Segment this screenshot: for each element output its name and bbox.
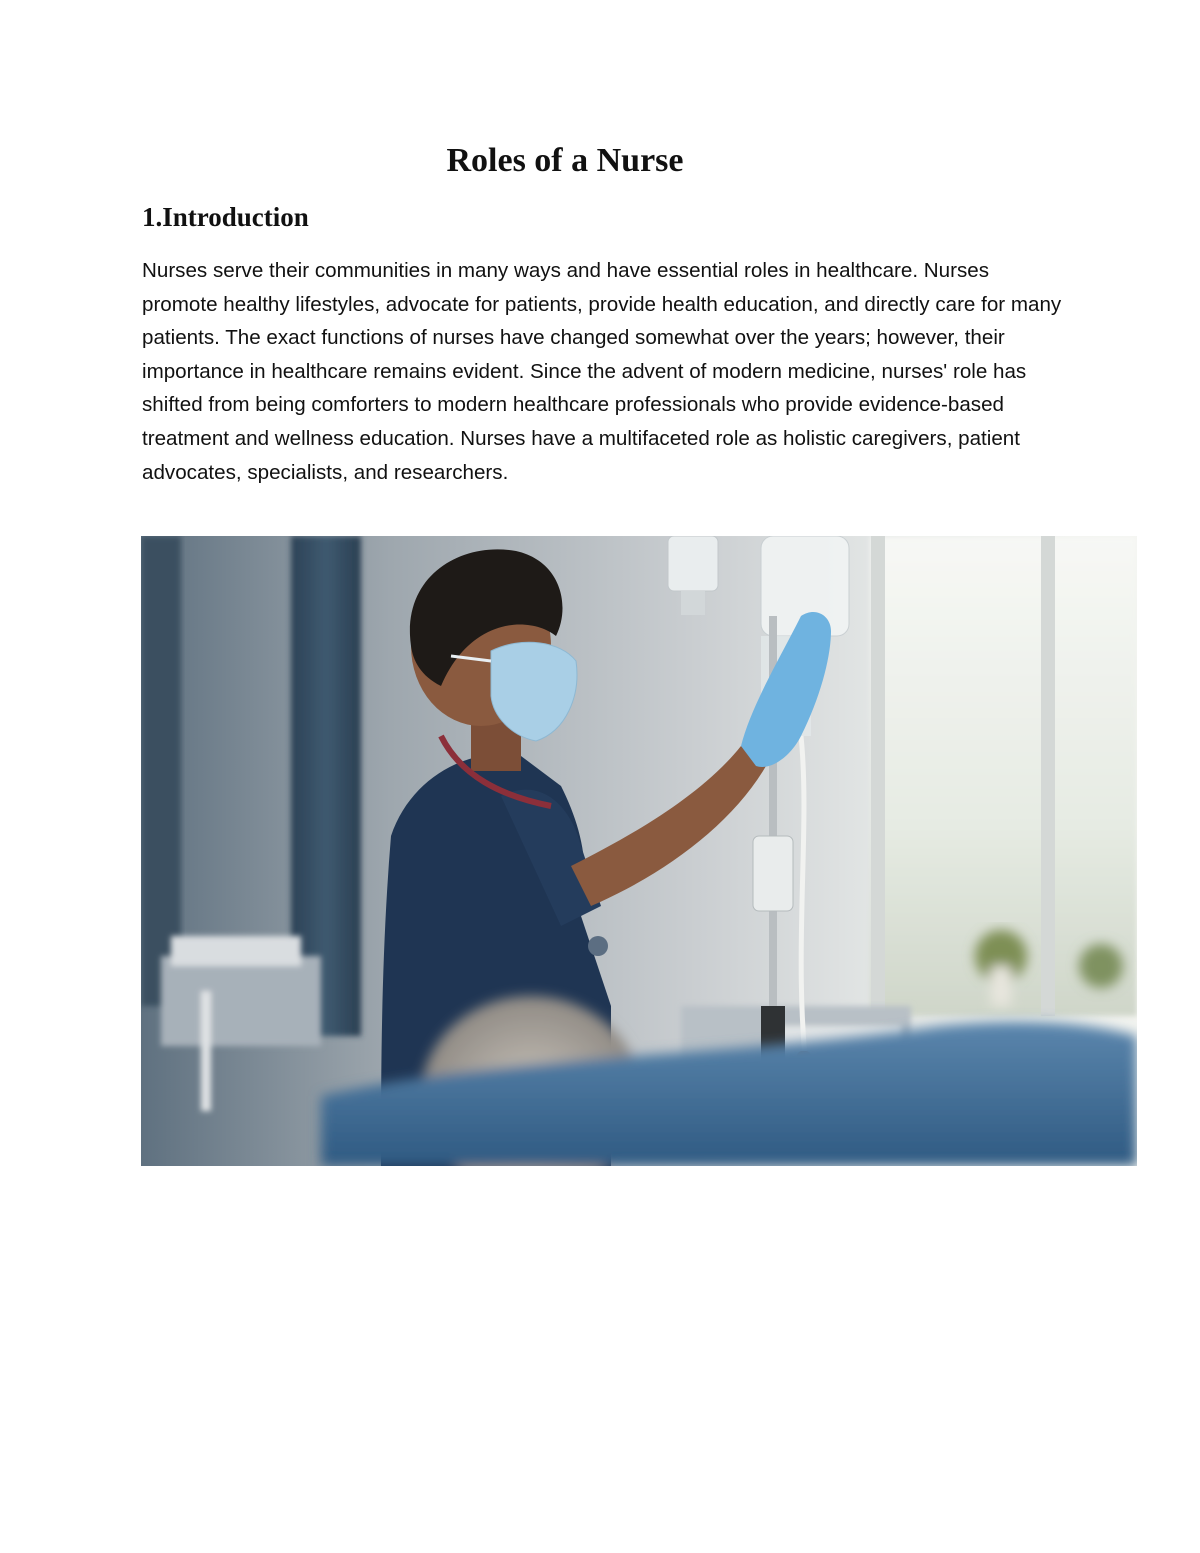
introduction-paragraph: Nurses serve their communities in many ways and have essential roles in healthcare. Nurses promote healthy lifestyles, advocate for patients, provide health education, and directly care for many patients. The exact functions of nurses have changed somewhat over the years; however, their importance in healthcare remains evident. Since the advent of modern medicine, nurses' role has shifted from being comforters to modern healthcare professionals who provide evidence-based treatment and wellness education. Nurses have a multifaceted role as holistic caregivers, patient advocates, specialists, and researchers. bbox=[142, 259, 1062, 484]
section-heading-introduction: 1.Introduction bbox=[142, 202, 309, 232]
nurse-photo bbox=[141, 536, 1137, 1166]
document-title: Roles of a Nurse bbox=[446, 142, 684, 179]
nurse-iv-drip-illustration bbox=[141, 536, 1137, 1166]
